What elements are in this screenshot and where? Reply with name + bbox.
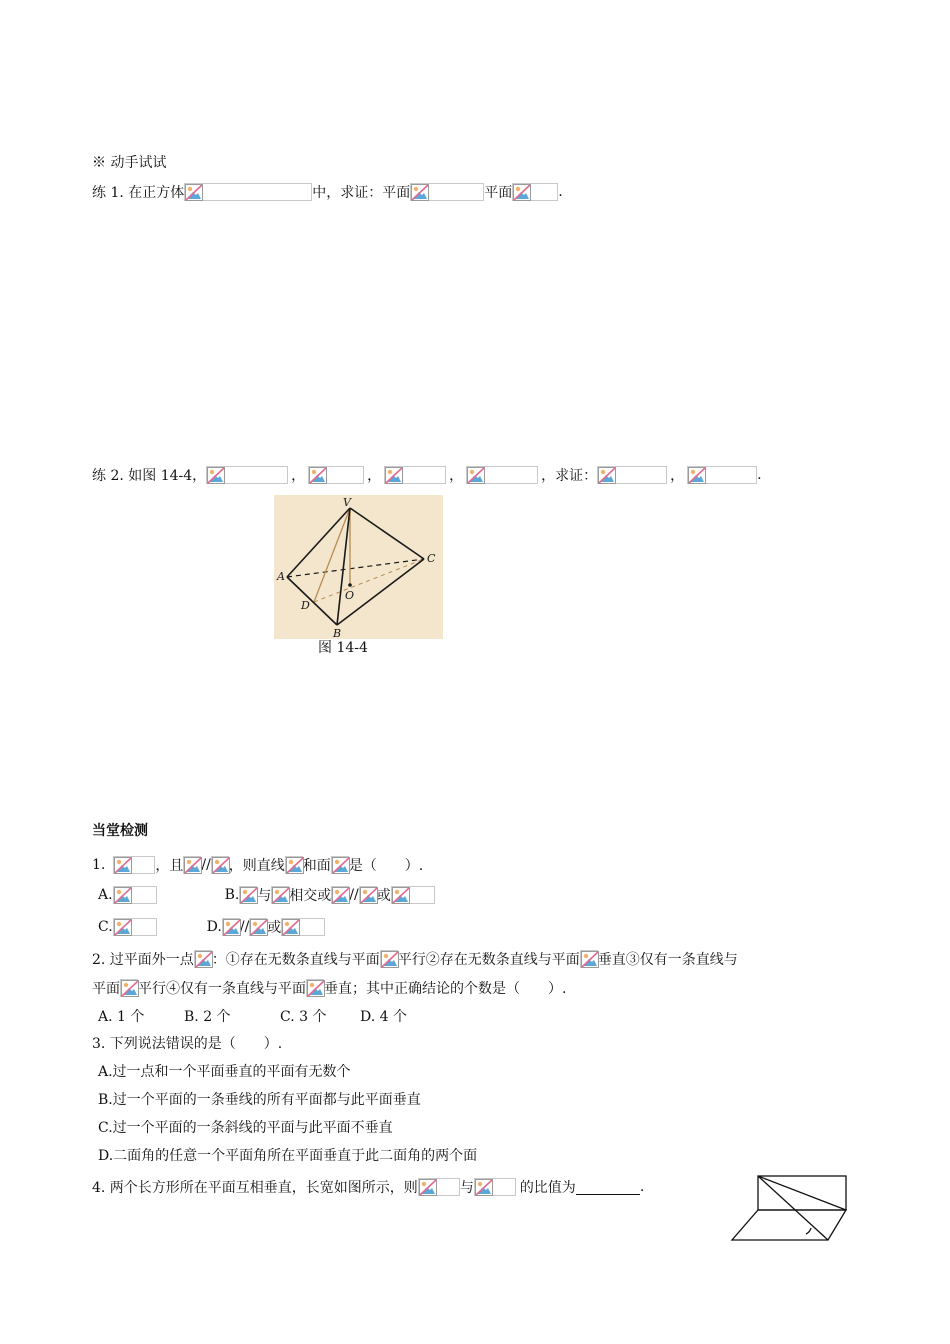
q2-option-d: D. 4 个 — [360, 1009, 407, 1025]
q2-option-b: B. 2 个 — [184, 1009, 231, 1025]
q1-option-c-label: C. — [98, 919, 113, 935]
question-2-line-2 — [92, 977, 566, 999]
q3-option-d — [98, 1144, 477, 1166]
q3-option-a-text: A.过一点和一个平面垂直的平面有无数个 — [98, 1064, 351, 1080]
formula-image — [410, 183, 484, 201]
broken-image-icon — [419, 1179, 437, 1196]
exercise-2 — [92, 464, 762, 486]
formula-image — [184, 183, 312, 201]
broken-image-icon — [282, 919, 300, 936]
formula-image — [113, 918, 157, 936]
formula-image — [306, 979, 324, 997]
formula-image — [239, 886, 257, 904]
formula-image — [222, 918, 240, 936]
q1-number: 1. — [92, 857, 106, 873]
ex1-text-4: . — [558, 184, 563, 200]
lower-parallelogram — [732, 1210, 846, 1240]
q4-text-3: 的比值为 — [519, 1180, 576, 1196]
broken-image-icon — [223, 919, 241, 936]
figure-caption: 图 14-4 — [318, 640, 368, 656]
figure-background — [274, 495, 443, 639]
q3-stem: 3. 下列说法错误的是（ ）. — [92, 1036, 283, 1052]
label-V: V — [343, 496, 351, 509]
ex2-end: . — [757, 467, 762, 483]
formula-image — [391, 886, 435, 904]
section-title: 当堂检测 — [92, 823, 148, 839]
heading-text: ※ 动手试试 — [92, 155, 167, 171]
ex2-sep: ， — [670, 468, 685, 484]
q1-b-mid: 相交或 — [289, 888, 332, 904]
formula-image — [120, 979, 138, 997]
broken-image-icon — [513, 184, 531, 201]
broken-image-icon — [184, 857, 202, 874]
q4-text-1: 4. 两个长方形所在平面互相垂直，长宽如图所示，则 — [92, 1180, 418, 1196]
formula-image — [384, 466, 446, 484]
formula-image — [331, 886, 349, 904]
ex1-text-3: 平面 — [484, 185, 513, 201]
ex2-sep: ， — [449, 468, 464, 484]
formula-image — [206, 466, 288, 484]
broken-image-icon — [385, 467, 403, 484]
q3-option-c — [98, 1116, 393, 1138]
q3-option-c-text: C.过一个平面的一条斜线的平面与此平面不垂直 — [98, 1120, 393, 1136]
label-O: O — [345, 589, 355, 602]
broken-image-icon — [240, 887, 258, 904]
section-heading-test — [92, 819, 148, 841]
ex2-text-2: ，求证： — [541, 468, 598, 484]
label-D: D — [301, 599, 310, 612]
formula-image — [308, 466, 364, 484]
formula-image — [113, 886, 157, 904]
broken-image-icon — [688, 467, 706, 484]
formula-image — [285, 856, 303, 874]
formula-image — [194, 950, 212, 968]
exercise-1 — [92, 181, 563, 203]
q1-d-parallel: // — [239, 919, 250, 935]
formula-image — [183, 856, 201, 874]
question-2-line-1 — [92, 948, 738, 970]
broken-image-icon — [272, 887, 290, 904]
ex2-sep: ， — [291, 468, 306, 484]
ex1-text-2: 中，求证：平面 — [312, 185, 411, 201]
question-4 — [92, 1176, 644, 1198]
formula-image — [418, 1178, 460, 1196]
formula-image — [512, 183, 558, 201]
ex2-text-1: 练 2. 如图 14-4， — [92, 468, 207, 484]
q1-b-with: 与 — [257, 888, 272, 904]
question-3 — [92, 1032, 282, 1054]
q1-option-d-label: D. — [206, 919, 222, 935]
q3-option-a — [98, 1060, 351, 1082]
q2-text-6: 平行④仅有一条直线与平面 — [138, 981, 306, 997]
broken-image-icon — [411, 184, 429, 201]
perpendicular-rectangles-figure — [728, 1172, 852, 1244]
q2-option-a: A. 1 个 — [98, 1009, 145, 1025]
formula-image — [113, 856, 155, 874]
broken-image-icon — [581, 951, 599, 968]
q4-text-4: . — [639, 1179, 645, 1195]
answer-blank — [576, 1180, 640, 1195]
broken-image-icon — [307, 980, 325, 997]
label-B: B — [333, 627, 342, 639]
formula-image — [271, 886, 289, 904]
broken-image-icon — [475, 1179, 493, 1196]
formula-image — [331, 856, 349, 874]
formula-image — [359, 886, 377, 904]
broken-image-icon — [467, 467, 485, 484]
q3-option-b — [98, 1088, 421, 1110]
q4-text-2: 与 — [459, 1180, 474, 1196]
q2-text-1: 2. 过平面外一点 — [92, 952, 194, 968]
question-1 — [92, 854, 423, 876]
q1-text-5: 和面 — [302, 858, 331, 874]
q3-option-b-text: B.过一个平面的一条垂线的所有平面都与此平面垂直 — [98, 1092, 421, 1108]
q1-text-6: 是（ ）. — [348, 858, 424, 874]
formula-image — [687, 466, 757, 484]
broken-image-icon — [598, 467, 616, 484]
broken-image-icon — [360, 887, 378, 904]
formula-image — [580, 950, 598, 968]
q2-options — [98, 1005, 407, 1027]
q1-d-or: 或 — [267, 920, 282, 936]
q2-text-2: ：①存在无数条直线与平面 — [211, 952, 380, 968]
diagonal-upper — [758, 1176, 846, 1210]
q1-b-parallel: // — [349, 887, 359, 903]
q2-text-5: 平面 — [92, 981, 120, 997]
broken-image-icon — [286, 857, 304, 874]
broken-image-icon — [114, 919, 132, 936]
formula-image — [380, 950, 398, 968]
formula-image — [211, 856, 229, 874]
section-heading-practice — [92, 151, 166, 173]
ex1-text-1: 练 1. 在正方体 — [92, 185, 185, 201]
q1-options-cd — [98, 916, 325, 938]
broken-image-icon — [309, 467, 327, 484]
q1-text-2: ，且 — [155, 858, 184, 874]
q1-text-4: ，则直线 — [228, 858, 285, 874]
q2-text-7: 垂直；其中正确结论的个数是（ ）. — [324, 981, 567, 997]
formula-image — [249, 918, 267, 936]
q1-option-b-label: B. — [224, 887, 240, 903]
broken-image-icon — [332, 857, 350, 874]
angle-arc — [806, 1228, 811, 1234]
formula-image — [466, 466, 538, 484]
q2-text-3: 平行②存在无数条直线与平面 — [397, 952, 580, 968]
tetrahedron-figure — [274, 495, 443, 639]
broken-image-icon — [332, 887, 350, 904]
q1-option-a-label: A. — [98, 887, 113, 903]
broken-image-icon — [195, 951, 213, 968]
broken-image-icon — [250, 919, 268, 936]
q2-text-4: 垂直③仅有一条直线与 — [597, 952, 738, 968]
broken-image-icon — [114, 887, 132, 904]
formula-image — [597, 466, 667, 484]
broken-image-icon — [212, 857, 230, 874]
diagonal-space — [758, 1176, 828, 1240]
formula-image — [281, 918, 325, 936]
broken-image-icon — [114, 857, 132, 874]
q3-option-d-text: D.二面角的任意一个平面角所在平面垂直于此二面角的两个面 — [98, 1148, 478, 1164]
label-C: C — [427, 552, 436, 565]
broken-image-icon — [207, 467, 225, 484]
q2-option-c: C. 3 个 — [280, 1009, 327, 1025]
point-O — [348, 583, 352, 587]
broken-image-icon — [381, 951, 399, 968]
broken-image-icon — [121, 980, 139, 997]
broken-image-icon — [185, 184, 203, 201]
label-A: A — [277, 570, 285, 583]
broken-image-icon — [392, 887, 410, 904]
q1-b-or: 或 — [376, 888, 391, 904]
q1-parallel: // — [201, 857, 211, 873]
formula-image — [474, 1178, 516, 1196]
ex2-sep: ， — [367, 468, 382, 484]
q1-options-ab — [98, 884, 435, 906]
